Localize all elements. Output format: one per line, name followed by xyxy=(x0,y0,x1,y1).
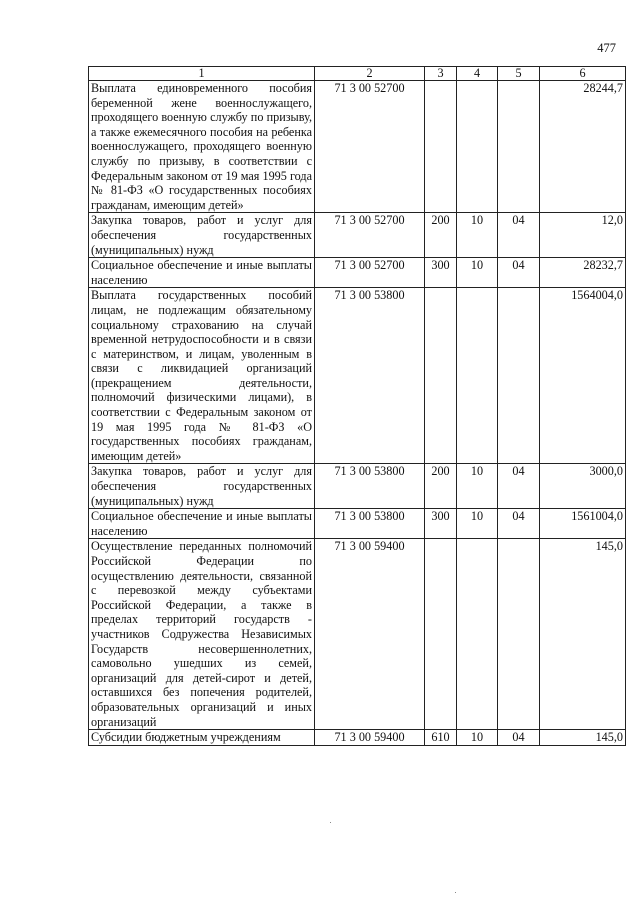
column-header-5: 5 xyxy=(498,67,540,81)
row-name-cell: Осуществление переданных полномочий Российской Федерации по осуществлению деятельности, связанной с перевозкой между субъектами Российской Федерации, а также в пределах территорий государств - участников Содружества Независимых Государств несовершеннолетних, самовольно ушедших из семей, организаций для детей-сирот и детей, оставшихся без попечения родителей, образовательных организаций и иных организаций xyxy=(89,539,315,730)
row-name-cell: Закупка товаров, работ и услуг для обеспечения государственных (муниципальных) нужд xyxy=(89,464,315,509)
row-col5-cell xyxy=(498,81,540,213)
column-header-1: 1 xyxy=(89,67,315,81)
table-row xyxy=(89,509,626,539)
row-col3-cell xyxy=(425,539,457,730)
table-row xyxy=(89,288,626,464)
row-col4-cell: 10 xyxy=(457,730,498,746)
page-number: 477 xyxy=(597,41,616,55)
row-col4-cell: 10 xyxy=(457,258,498,288)
row-amount-cell: 3000,0 xyxy=(540,464,626,509)
row-name-cell: Субсидии бюджетным учреждениям xyxy=(89,730,315,746)
row-name-cell: Выплата единовременного пособия беременной жене военнослужащего, проходящего военную службу по призыву, а также ежемесячного пособия на ребенка военнослужащего, проходящего военную службу по призыву, в соответствии с Федеральным законом от 19 мая 1995 года № 81-ФЗ «О государственных пособиях гражданам, имеющим детей» xyxy=(89,81,315,213)
row-col5-cell xyxy=(498,539,540,730)
row-col5-cell xyxy=(498,288,540,464)
row-code-cell: 71 3 00 53800 xyxy=(315,464,425,509)
table-row xyxy=(89,464,626,509)
row-col4-cell: 10 xyxy=(457,213,498,258)
row-col4-cell: 10 xyxy=(457,509,498,539)
row-col5-cell: 04 xyxy=(498,464,540,509)
row-amount-cell: 145,0 xyxy=(540,539,626,730)
table-body xyxy=(89,81,626,746)
row-col3-cell: 610 xyxy=(425,730,457,746)
row-col5-cell: 04 xyxy=(498,213,540,258)
row-col4-cell: 10 xyxy=(457,464,498,509)
row-col4-cell xyxy=(457,288,498,464)
row-code-cell: 71 3 00 52700 xyxy=(315,258,425,288)
row-code-cell: 71 3 00 59400 xyxy=(315,730,425,746)
row-col5-cell: 04 xyxy=(498,730,540,746)
row-amount-cell: 1564004,0 xyxy=(540,288,626,464)
row-col5-cell: 04 xyxy=(498,258,540,288)
table-row xyxy=(89,81,626,213)
scan-speck xyxy=(330,822,331,823)
row-amount-cell: 145,0 xyxy=(540,730,626,746)
row-code-cell: 71 3 00 59400 xyxy=(315,539,425,730)
budget-table xyxy=(88,66,626,746)
column-header-2: 2 xyxy=(315,67,425,81)
column-header-3: 3 xyxy=(425,67,457,81)
row-code-cell: 71 3 00 53800 xyxy=(315,509,425,539)
row-amount-cell: 12,0 xyxy=(540,213,626,258)
row-name-cell: Социальное обеспечение и иные выплаты населению xyxy=(89,258,315,288)
row-name-cell: Выплата государственных пособий лицам, не подлежащим обязательному социальному страхованию на случай временной нетрудоспособности и в связи с материнством, и лицам, уволенным в связи с ликвидацией организаций (прекращением деятельности, полномочий физическими лицами), в соответствии с Федеральным законом от 19 мая 1995 года № 81-ФЗ «О государственных пособиях гражданам, имеющим детей» xyxy=(89,288,315,464)
row-col3-cell xyxy=(425,288,457,464)
table-row xyxy=(89,730,626,746)
scan-speck xyxy=(455,892,456,893)
row-amount-cell: 28244,7 xyxy=(540,81,626,213)
column-header-4: 4 xyxy=(457,67,498,81)
row-col3-cell: 300 xyxy=(425,258,457,288)
row-amount-cell: 1561004,0 xyxy=(540,509,626,539)
table-row xyxy=(89,539,626,730)
row-code-cell: 71 3 00 52700 xyxy=(315,213,425,258)
row-col5-cell: 04 xyxy=(498,509,540,539)
row-amount-cell: 28232,7 xyxy=(540,258,626,288)
row-col3-cell: 200 xyxy=(425,464,457,509)
table-row xyxy=(89,258,626,288)
row-col3-cell: 200 xyxy=(425,213,457,258)
row-name-cell: Закупка товаров, работ и услуг для обеспечения государственных (муниципальных) нужд xyxy=(89,213,315,258)
row-col3-cell: 300 xyxy=(425,509,457,539)
row-code-cell: 71 3 00 53800 xyxy=(315,288,425,464)
row-name-cell: Социальное обеспечение и иные выплаты населению xyxy=(89,509,315,539)
table-header-row xyxy=(89,67,626,81)
row-col4-cell xyxy=(457,539,498,730)
column-header-6: 6 xyxy=(540,67,626,81)
table-row xyxy=(89,213,626,258)
row-col3-cell xyxy=(425,81,457,213)
row-code-cell: 71 3 00 52700 xyxy=(315,81,425,213)
row-col4-cell xyxy=(457,81,498,213)
